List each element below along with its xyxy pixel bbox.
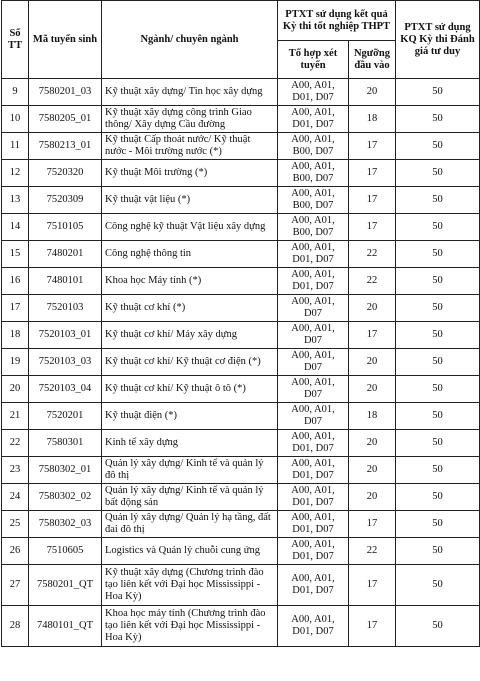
header-threshold: Ngưỡng đầu vào bbox=[349, 41, 396, 79]
cell-combo: A00, A01, D01, D07 bbox=[278, 484, 349, 511]
cell-code: 7580201_QT bbox=[29, 565, 102, 606]
cell-stt: 11 bbox=[2, 133, 29, 160]
cell-threshold: 17 bbox=[349, 322, 396, 349]
cell-major: Khoa học Máy tính (*) bbox=[102, 268, 278, 295]
table-body bbox=[2, 79, 480, 647]
cell-combo: A00, A01, B00, D07 bbox=[278, 187, 349, 214]
header-ptxt-dgtd: PTXT sử dụng KQ Kỳ thi Đánh giá tư duy bbox=[396, 1, 480, 79]
cell-stt: 19 bbox=[2, 349, 29, 376]
table-row bbox=[2, 322, 480, 349]
cell-code: 7520309 bbox=[29, 187, 102, 214]
cell-code: 7480101_QT bbox=[29, 606, 102, 647]
cell-stt: 10 bbox=[2, 106, 29, 133]
cell-code: 7520201 bbox=[29, 403, 102, 430]
cell-major: Kỹ thuật cơ khí (*) bbox=[102, 295, 278, 322]
cell-stt: 26 bbox=[2, 538, 29, 565]
cell-dgtd: 50 bbox=[396, 322, 480, 349]
table-row bbox=[2, 187, 480, 214]
cell-code: 7520103_01 bbox=[29, 322, 102, 349]
cell-major: Kỹ thuật Môi trường (*) bbox=[102, 160, 278, 187]
cell-threshold: 17 bbox=[349, 511, 396, 538]
cell-major: Quản lý xây dựng/ Kinh tế và quản lý bất động sản bbox=[102, 484, 278, 511]
cell-dgtd: 50 bbox=[396, 187, 480, 214]
cell-dgtd: 50 bbox=[396, 403, 480, 430]
cell-code: 7520103 bbox=[29, 295, 102, 322]
cell-combo: A00, A01, D07 bbox=[278, 295, 349, 322]
cell-stt: 16 bbox=[2, 268, 29, 295]
cell-combo: A00, A01, D01, D07 bbox=[278, 241, 349, 268]
cell-dgtd: 50 bbox=[396, 538, 480, 565]
cell-threshold: 17 bbox=[349, 133, 396, 160]
header-combo: Tổ hợp xét tuyển bbox=[278, 41, 349, 79]
table-row bbox=[2, 376, 480, 403]
cell-code: 7580213_01 bbox=[29, 133, 102, 160]
cell-threshold: 20 bbox=[349, 457, 396, 484]
cell-stt: 24 bbox=[2, 484, 29, 511]
header-code: Mã tuyển sinh bbox=[29, 1, 102, 79]
cell-threshold: 22 bbox=[349, 241, 396, 268]
table-row bbox=[2, 606, 480, 647]
cell-threshold: 20 bbox=[349, 376, 396, 403]
cell-combo: A00, A01, D01, D07 bbox=[278, 457, 349, 484]
cell-threshold: 20 bbox=[349, 484, 396, 511]
cell-major: Kinh tế xây dựng bbox=[102, 430, 278, 457]
table-row bbox=[2, 133, 480, 160]
cell-threshold: 20 bbox=[349, 295, 396, 322]
header-ptxt-thpt: PTXT sử dụng kết quả Kỳ thi tốt nghiệp THPT bbox=[278, 1, 396, 41]
cell-dgtd: 50 bbox=[396, 565, 480, 606]
cell-major: Kỹ thuật cơ khí/ Máy xây dựng bbox=[102, 322, 278, 349]
cell-major: Khoa học máy tính (Chương trình đào tạo liên kết với Đại học Mississippi - Hoa Kỳ) bbox=[102, 606, 278, 647]
cell-combo: A00, A01, B00, D07 bbox=[278, 133, 349, 160]
cell-threshold: 20 bbox=[349, 430, 396, 457]
cell-threshold: 20 bbox=[349, 79, 396, 106]
cell-major: Kỹ thuật cơ khí/ Kỹ thuật ô tô (*) bbox=[102, 376, 278, 403]
cell-code: 7520320 bbox=[29, 160, 102, 187]
cell-code: 7520103_03 bbox=[29, 349, 102, 376]
cell-dgtd: 50 bbox=[396, 106, 480, 133]
cell-code: 7480101 bbox=[29, 268, 102, 295]
table-row bbox=[2, 457, 480, 484]
cell-stt: 28 bbox=[2, 606, 29, 647]
cell-major: Kỹ thuật xây dựng công trình Giao thông/ Xây dựng Cầu đường bbox=[102, 106, 278, 133]
cell-major: Kỹ thuật xây dựng/ Tin học xây dựng bbox=[102, 79, 278, 106]
cell-code: 7480201 bbox=[29, 241, 102, 268]
cell-threshold: 20 bbox=[349, 349, 396, 376]
cell-combo: A00, A01, D01, D07 bbox=[278, 106, 349, 133]
cell-stt: 13 bbox=[2, 187, 29, 214]
cell-code: 7580301 bbox=[29, 430, 102, 457]
cell-stt: 20 bbox=[2, 376, 29, 403]
cell-dgtd: 50 bbox=[396, 214, 480, 241]
cell-combo: A00, A01, D07 bbox=[278, 322, 349, 349]
cell-major: Kỹ thuật cơ khí/ Kỹ thuật cơ điện (*) bbox=[102, 349, 278, 376]
table-row bbox=[2, 403, 480, 430]
cell-combo: A00, A01, D01, D07 bbox=[278, 268, 349, 295]
cell-combo: A00, A01, D01, D07 bbox=[278, 79, 349, 106]
cell-dgtd: 50 bbox=[396, 349, 480, 376]
table-row bbox=[2, 430, 480, 457]
header-major: Ngành/ chuyên ngành bbox=[102, 1, 278, 79]
cell-major: Quản lý xây dựng/ Quản lý hạ tầng, đất đai đô thị bbox=[102, 511, 278, 538]
cell-stt: 27 bbox=[2, 565, 29, 606]
table-row bbox=[2, 538, 480, 565]
table-row bbox=[2, 241, 480, 268]
cell-stt: 12 bbox=[2, 160, 29, 187]
cell-threshold: 17 bbox=[349, 565, 396, 606]
cell-dgtd: 50 bbox=[396, 160, 480, 187]
cell-code: 7580205_01 bbox=[29, 106, 102, 133]
admission-table bbox=[1, 0, 480, 647]
cell-stt: 17 bbox=[2, 295, 29, 322]
cell-combo: A00, A01, B00, D07 bbox=[278, 214, 349, 241]
table-row bbox=[2, 160, 480, 187]
cell-dgtd: 50 bbox=[396, 79, 480, 106]
cell-stt: 25 bbox=[2, 511, 29, 538]
cell-major: Công nghệ kỹ thuật Vật liệu xây dựng bbox=[102, 214, 278, 241]
cell-dgtd: 50 bbox=[396, 430, 480, 457]
cell-threshold: 18 bbox=[349, 106, 396, 133]
cell-threshold: 22 bbox=[349, 538, 396, 565]
table-header bbox=[2, 1, 480, 79]
cell-dgtd: 50 bbox=[396, 511, 480, 538]
cell-stt: 23 bbox=[2, 457, 29, 484]
cell-code: 7510605 bbox=[29, 538, 102, 565]
table-row bbox=[2, 214, 480, 241]
cell-major: Công nghệ thông tin bbox=[102, 241, 278, 268]
cell-combo: A00, A01, D07 bbox=[278, 349, 349, 376]
cell-combo: A00, A01, D01, D07 bbox=[278, 538, 349, 565]
cell-code: 7580201_03 bbox=[29, 79, 102, 106]
table-row bbox=[2, 268, 480, 295]
cell-stt: 22 bbox=[2, 430, 29, 457]
cell-stt: 15 bbox=[2, 241, 29, 268]
cell-stt: 9 bbox=[2, 79, 29, 106]
table-row bbox=[2, 511, 480, 538]
cell-threshold: 17 bbox=[349, 160, 396, 187]
cell-combo: A00, A01, D01, D07 bbox=[278, 430, 349, 457]
cell-dgtd: 50 bbox=[396, 133, 480, 160]
cell-dgtd: 50 bbox=[396, 376, 480, 403]
table-row bbox=[2, 79, 480, 106]
cell-combo: A00, A01, D07 bbox=[278, 403, 349, 430]
cell-threshold: 17 bbox=[349, 187, 396, 214]
cell-combo: A00, A01, D01, D07 bbox=[278, 511, 349, 538]
cell-stt: 21 bbox=[2, 403, 29, 430]
cell-threshold: 18 bbox=[349, 403, 396, 430]
cell-combo: A00, A01, D01, D07 bbox=[278, 565, 349, 606]
cell-dgtd: 50 bbox=[396, 484, 480, 511]
table-row bbox=[2, 106, 480, 133]
cell-major: Kỹ thuật xây dựng (Chương trình đào tạo liên kết với Đại học Mississippi - Hoa Kỳ) bbox=[102, 565, 278, 606]
cell-stt: 18 bbox=[2, 322, 29, 349]
cell-dgtd: 50 bbox=[396, 241, 480, 268]
cell-threshold: 17 bbox=[349, 214, 396, 241]
cell-dgtd: 50 bbox=[396, 268, 480, 295]
cell-code: 7580302_01 bbox=[29, 457, 102, 484]
cell-combo: A00, A01, D07 bbox=[278, 376, 349, 403]
cell-major: Kỹ thuật Cấp thoát nước/ Kỹ thuật nước - Môi trường nước (*) bbox=[102, 133, 278, 160]
table-row bbox=[2, 484, 480, 511]
cell-code: 7580302_03 bbox=[29, 511, 102, 538]
table-row bbox=[2, 349, 480, 376]
cell-code: 7520103_04 bbox=[29, 376, 102, 403]
cell-threshold: 17 bbox=[349, 606, 396, 647]
cell-major: Quản lý xây dựng/ Kinh tế và quản lý đô thị bbox=[102, 457, 278, 484]
cell-major: Kỹ thuật vật liệu (*) bbox=[102, 187, 278, 214]
cell-combo: A00, A01, B00, D07 bbox=[278, 160, 349, 187]
table-row bbox=[2, 565, 480, 606]
cell-combo: A00, A01, D01, D07 bbox=[278, 606, 349, 647]
cell-code: 7580302_02 bbox=[29, 484, 102, 511]
cell-code: 7510105 bbox=[29, 214, 102, 241]
table-row bbox=[2, 295, 480, 322]
cell-dgtd: 50 bbox=[396, 457, 480, 484]
cell-major: Kỹ thuật điện (*) bbox=[102, 403, 278, 430]
cell-stt: 14 bbox=[2, 214, 29, 241]
cell-dgtd: 50 bbox=[396, 295, 480, 322]
cell-major: Logistics và Quản lý chuỗi cung ứng bbox=[102, 538, 278, 565]
cell-dgtd: 50 bbox=[396, 606, 480, 647]
cell-threshold: 22 bbox=[349, 268, 396, 295]
header-stt: Số TT bbox=[2, 1, 29, 79]
